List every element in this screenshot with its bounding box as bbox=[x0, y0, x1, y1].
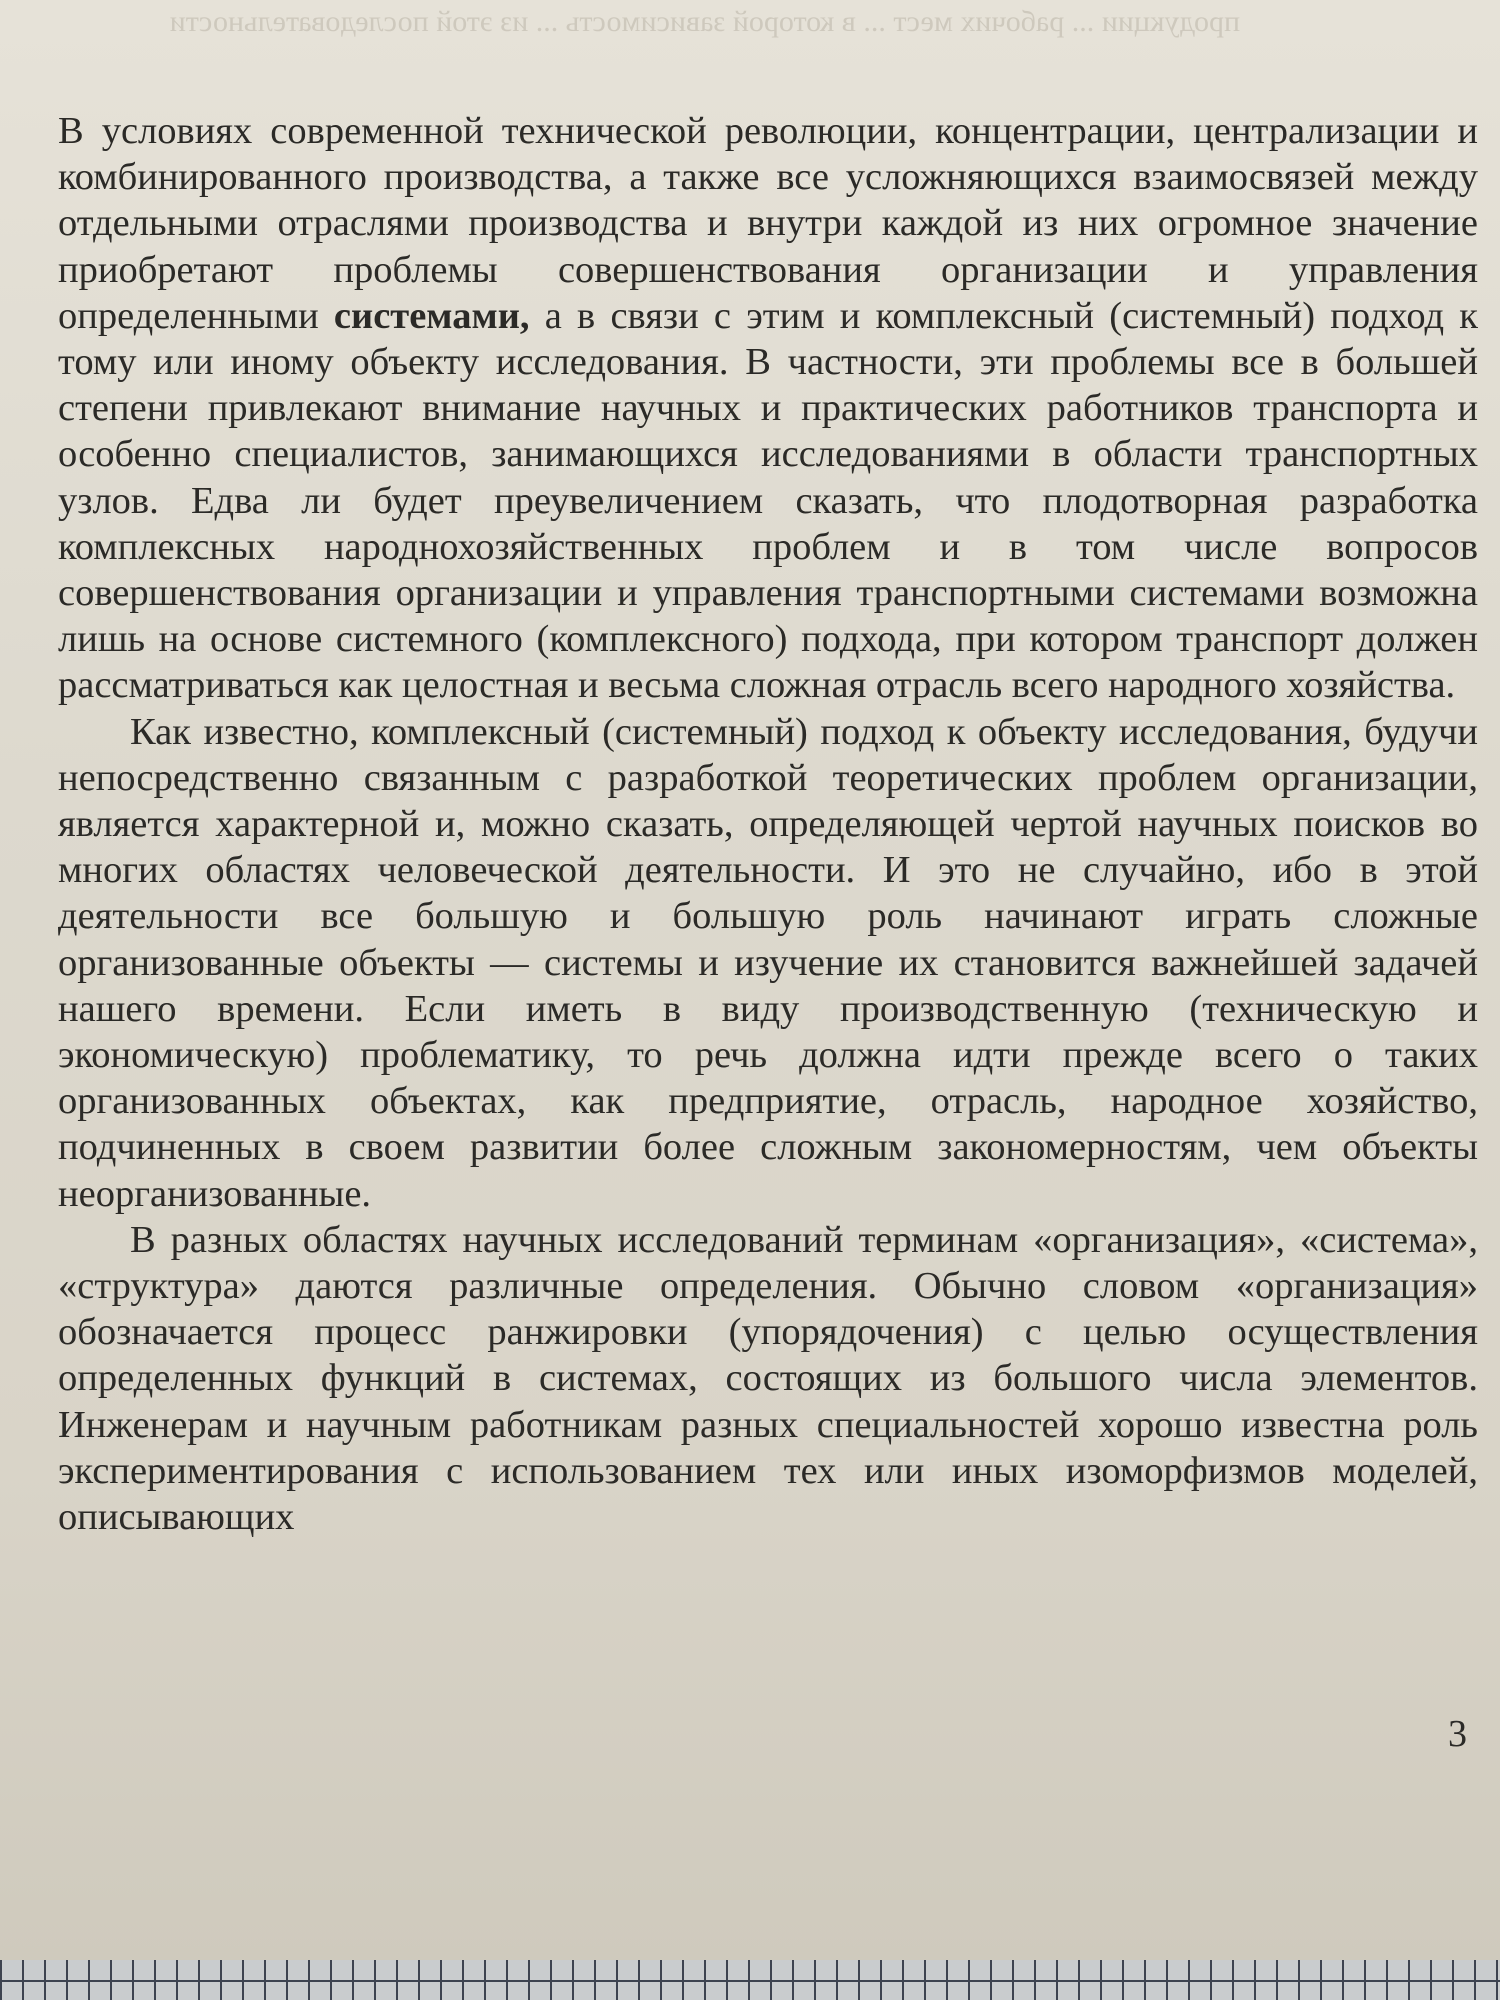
graph-paper-strip bbox=[0, 1960, 1500, 2000]
page-number: 3 bbox=[1448, 1713, 1467, 1755]
paragraph-3: В разных областях научных исследований терминам «организация», «система», «структура» даются различные определения. Обычно словом «организация» обозначается процесс ранжировки (упорядочения) с целью осуществления определенных функций в системах, состоящих из большого числа элементов. Инженерам и научным работникам разных специальностей хорошо известна роль экспериментирования с использованием тех или иных изоморфизмов моделей, описывающих bbox=[58, 1218, 1478, 1539]
paragraph-1-start: В условиях современной технической революции, концентрации, централизации и комбинированного производства, а также все усложняющихся взаимосвязей между отдельными отраслями производства и внутри каждой из них огромное значение приобретают проблемы совершенствования организации и управления определенными bbox=[58, 110, 1478, 337]
paragraph-1-end: а в связи с этим и комплексный (системный) подход к тому или иному объекту исследования. В частности, эти проблемы все в большей степени привлекают внимание научных и практических работников транспорта и особенно специалистов, занимающихся исследованиями в области транспортных узлов. Едва ли будет преувеличением сказать, что плодотворная разработка комплексных народнохозяйственных проблем и в том числе вопросов совершенствования организации и управления транспортными системами возможна лишь на основе системного (комплексного) подхода, при котором транспорт должен рассматриваться как целостная и весьма сложная отрасль всего народного хозяйства. bbox=[58, 294, 1478, 707]
paragraph-1 bbox=[58, 108, 1478, 709]
bleed-through-text: продукции ... рабочих мест ... в которой зависимость ... из этой последовательности bbox=[169, 5, 1240, 38]
body-text bbox=[58, 108, 1478, 1540]
paragraph-2: Как известно, комплексный (системный) подход к объекту исследования, будучи непосредственно связанным с разработкой теоретических проблем организации, является характерной и, можно сказать, определяющей чертой научных поисков во многих областях человеческой деятельности. И это не случайно, ибо в этой деятельности все большую и большую роль начинают играть сложные организованные объекты — системы и изучение их становится важнейшей задачей нашего времени. Если иметь в виду производственную (техническую и экономическую) проблематику, то речь должна идти прежде всего о таких организованных объектах, как предприятие, отрасль, народное хозяйство, подчиненных в своем развитии более сложным закономерностям, чем объекты неорганизованные. bbox=[58, 710, 1478, 1215]
bold-term: системами, bbox=[333, 294, 530, 337]
